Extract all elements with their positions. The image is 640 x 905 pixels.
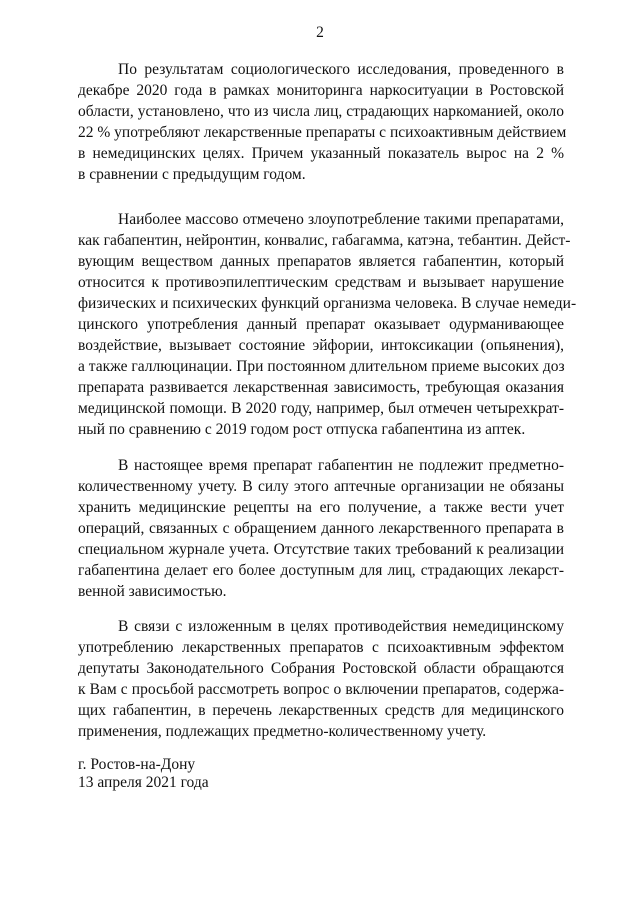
text-line: венной зависимостью. bbox=[78, 583, 227, 600]
text-line: применения, подлежащих предметно-количественному учету. bbox=[78, 723, 487, 740]
text-line: области, установлено, что из числа лиц, страдающих наркоманией, около bbox=[78, 103, 564, 120]
text-line: По результатам социологического исследования, проведенного в bbox=[118, 61, 564, 78]
text-line: в сравнении с предыдущим годом. bbox=[78, 166, 306, 183]
text-line: щих габапентин, в перечень лекарственных средств для медицинского bbox=[78, 702, 564, 719]
text-line: медицинской помощи. В 2020 году, например, был отмечен четырехкрат- bbox=[78, 400, 564, 417]
text-line: 22 % употребляют лекарственные препараты с психоактивным действием bbox=[78, 124, 567, 141]
text-line: специальном журнале учета. Отсутствие таких требований к реализации bbox=[78, 541, 564, 558]
text-line: физических и психических функций организма человека. В случае немеди- bbox=[78, 295, 577, 312]
text-line: Наиболее массово отмечено злоупотребление такими препаратами, bbox=[118, 211, 564, 228]
page-number: 2 bbox=[316, 24, 324, 41]
text-line: употреблению лекарственных препаратов с психоактивным эффектом bbox=[78, 639, 564, 656]
text-line: декабре 2020 года в рамках мониторинга наркоситуации в Ростовской bbox=[78, 82, 564, 99]
text-line: к Вам с просьбой рассмотреть вопрос о включении препаратов, содержа- bbox=[78, 681, 564, 698]
text-line: в немедицинских целях. Причем указанный показатель вырос на 2 % bbox=[78, 145, 564, 162]
text-line: габапентина делает его более доступным для лиц, страдающих лекарст- bbox=[78, 562, 564, 579]
text-line: воздействие, вызывает состояние эйфории, интоксикации (опьянения), bbox=[78, 337, 564, 354]
text-line: количественному учету. В силу этого аптечные организации не обязаны bbox=[78, 478, 564, 495]
text-line: В связи с изложенным в целях противодействия немедицинскому bbox=[118, 618, 564, 635]
text-line: депутаты Законодательного Собрания Ростовской области обращаются bbox=[78, 660, 564, 677]
text-line: препарата развивается лекарственная зависимость, требующая оказания bbox=[78, 379, 564, 396]
text-line: цинского употребления данный препарат оказывает одурманивающее bbox=[78, 316, 564, 333]
text-line: В настоящее время препарат габапентин не подлежит предметно- bbox=[118, 457, 564, 474]
signature-date: 13 апреля 2021 года bbox=[78, 774, 209, 791]
text-line: вующим веществом данных препаратов является габапентин, который bbox=[78, 253, 564, 270]
text-line: относится к противоэпилептическим средствам и вызывает нарушение bbox=[78, 274, 564, 291]
signature-city: г. Ростов-на-Дону bbox=[78, 756, 196, 773]
text-line: хранить медицинские рецепты на его получение, а также вести учет bbox=[78, 499, 564, 516]
text-line: как габапентин, нейронтин, конвалис, габагамма, катэна, тебантин. Дейст- bbox=[78, 232, 571, 249]
text-line: а также галлюцинации. При постоянном длительном приеме высоких доз bbox=[78, 358, 565, 375]
text-line: операций, связанных с обращением данного лекарственного препарата в bbox=[78, 520, 564, 537]
text-line: ный по сравнению с 2019 годом рост отпуска габапентина из аптек. bbox=[78, 421, 526, 438]
